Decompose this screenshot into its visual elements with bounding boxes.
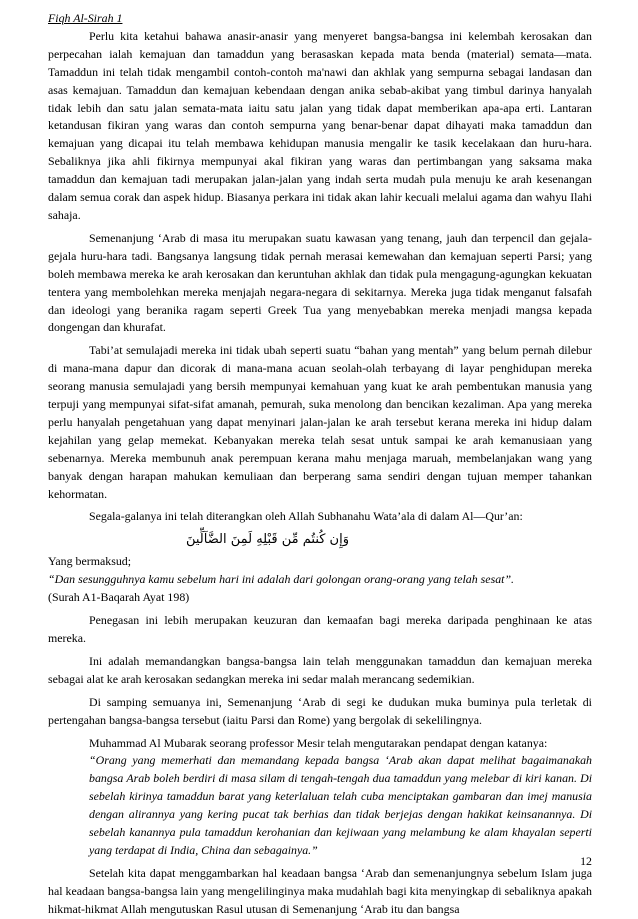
- paragraph-2: Semenanjung ‘Arab di masa itu merupakan suatu kawasan yang tenang, jauh dan terpencil dan gejala-gejala huru-hara tadi. Bangsanya langsung tidak pernah merasai kemewahan dan kemajuan seperti Parsi; yang boleh membawa mereka ke arah kerosakan dan keruntuhan akhlak dan tidak pula mengagung-agungkan kekuatan tentera yang membolehkan mereka menjajah negara-negara di sekitarnya. Mereka juga tidak menganut falsafah dan ideologi yang beranika ragam seperti Greek Tua yang menyebabkan mereka menjadi mangsa kepada dongengan dan khurafat.: [48, 230, 592, 335]
- paragraph-6: Ini adalah memandangkan bangsa-bangsa lain telah menggunakan tamaddun dan kemajuan mereka sebagai alat ke arah kerosakan sedangkan mereka ini sedar malah merancang sedemikian.: [48, 653, 592, 686]
- quran-verse-arabic: وَإِن كُنتُم مِّن قَبْلِهِ لَمِنَ الضَّآلِّينَ: [185, 532, 349, 548]
- meaning-label: Yang bermaksud;: [48, 554, 132, 569]
- verse-translation: “Dan sesungguhnya kamu sebelum hari ini adalah dari golongan orang-orang yang telah sesat”.: [48, 572, 515, 587]
- verse-citation: (Surah A1-Baqarah Ayat 198): [48, 590, 190, 605]
- paragraph-7: Di samping semuanya ini, Semenanjung ‘Arab di segi ke dudukan muka buminya pula terletak di pertengahan bangsa-bangsa tersebut (iaitu Parsi dan Rome) yang bergolak di sekelilingnya.: [48, 694, 592, 727]
- paragraph-3: Tabi’at semulajadi mereka ini tidak ubah seperti suatu “bahan yang mentah” yang belum pernah dilebur di mana-mana dapur dan dicorak di mana-mana acuan seolah-olah terbayang di layar penghidupan mereka seorang manusia semulajadi yang bersih mempunyai kemahuan yang kuat ke arah pembentukan manusia yang terpuji yang mempunyai sifat-sifat amanah, pemurah, suka menolong dan bencikan kezaliman. Apa yang mereka perlu hanyalah pengetahuan yang dapat menyinari jalan-jalan ke arah tersebut kerana mereka ini hidup dalam kejahilan yang gelap memekat. Kebanyakan mereka telah sesat untuk sampai ke arah kemanusiaan yang sebenarnya. Mereka membunuh anak perempuan kerana mahu menjaga maruah, membelanjakan wang yang banyak dengan harapan mahukan kemuliaan dan berperang sama sendiri dengan tujuan memper tahankan kehormatan.: [48, 343, 592, 501]
- paragraph-5: Penegasan ini lebih merupakan keuzuran dan kemaafan bagi mereka daripada penghinaan ke atas mereka.: [48, 613, 592, 645]
- paragraph-4: Segala-galanya ini telah diterangkan oleh Allah Subhanahu Wata’ala di dalam Al—Qur’an:: [89, 509, 523, 524]
- paragraph-9: Setelah kita dapat menggambarkan hal keadaan bangsa ‘Arab dan semenanjungnya sebelum Islam juga hal keadaan bangsa-bangsa lain yang mengelilinginya maka mudahlah bagi kita menyingkap di sebaliknya apakah hikmat-hikmat Allah mengutuskan Rasul utusan di Semenanjung ‘Arab itu dan bangsa: [48, 865, 592, 916]
- page-number: 12: [580, 854, 592, 868]
- paragraph-8: Muhammad Al Mubarak seorang professor Mesir telah mengutarakan pendapat dengan katanya:: [89, 735, 548, 750]
- paragraph-1: Perlu kita ketahui bahawa anasir-anasir yang menyeret bangsa-bangsa ini kelembah kerosakan dan perpecahan ialah kemajuan dan tamaddun yang berasaskan kepada mata benda (material) semata—mata. Tamaddun ini telah tidak mengambil contoh-contoh ma'nawi dan akhlak yang sempurna sebagai landasan dan asas kemajuan. Tamaddun dan kemajuan kebendaan dengan anika sebab-akibat yang timbul darinya hanyalah tidak lebih dan satu jalan semata-mata iaitu satu jalan yang tidak dapat memberikan apa-apa erti. Lantaran ketandusan fikiran yang waras dan contoh sempurna yang benar-benar dapat dihayati maka tamaddun dan kemajuan yang dicapai itu telah membawa kehidupan manusia mengalir ke tasik kecelakaan dan huru-hara. Sebaliknya jika ahli fikirnya mempunyai akal fikiran yang waras dan pertimbangan yang saksama maka tamaddun dan kemajuan tadi merupakan jalan-jalan yang indah serta mudah pula menuju ke arah kesenangan dalam semua corak dan aspek hidup. Biasanya perkara ini tidak akan lahir kecuali melalui agama dan wahyu Ilahi sahaja.: [48, 28, 592, 222]
- running-header: Fiqh Al-Sirah 1: [48, 11, 123, 25]
- text-body: [48, 10, 592, 919]
- block-quote: “Orang yang memerhati dan memandang kepada bangsa ‘Arab akan dapat melihat bagaimanakah bangsa Arab boleh berdiri di masa silam di tengah-tengah dua tamaddun yang melebar di kiri kanan. Di sebelah kirinya tamaddun barat yang keterlaluan telah cuba menciptakan gambaran dan imej manusia dengan alirannya yang kering pucat tak berhias dan tidak berjejas dengan hakikat keinsanannya. Di sebelah kanannya pula tamaddun kerohanian dan kejiwaan yang melambung ke alam khayalan seperti yang terdapat di India, China dan sebagainya.”: [89, 753, 592, 857]
